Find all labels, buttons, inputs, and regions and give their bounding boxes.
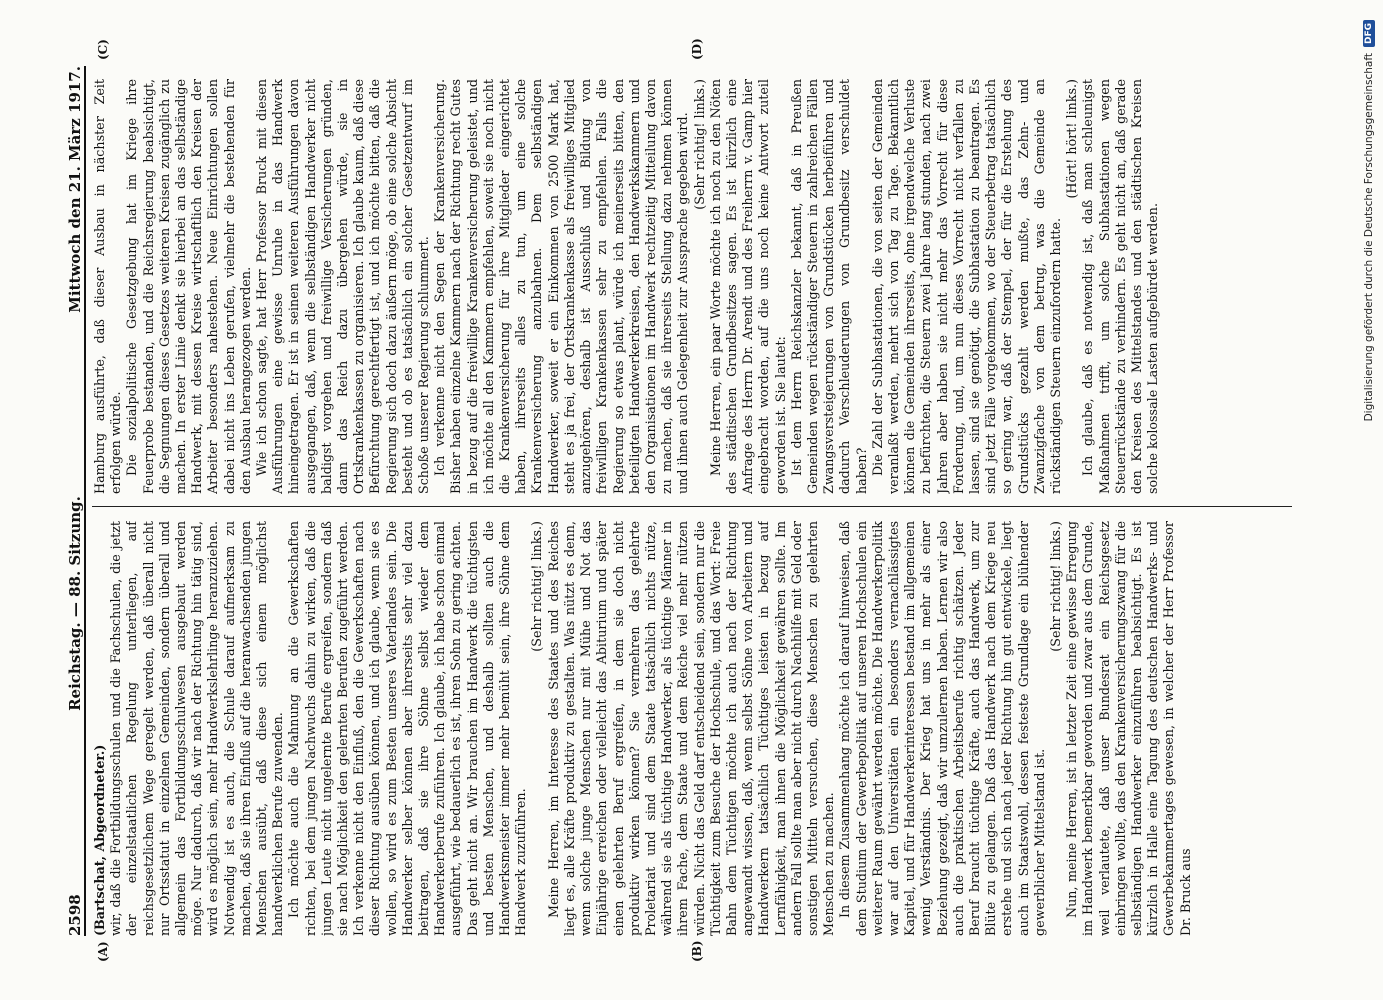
page-header (60, 66, 86, 936)
paragraph: Wie ich schon sagte, hat Herr Professor Bruck mit diesen Ausführungen eine gewisse Unruhe in das Handwerk hineingetragen. Er ist in seinen weiteren Ausführungen davon ausgegangen, daß, wenn die selbständigen Handwerker nicht baldigst vorgehen und freiwillige Versicherungen gründen, dann das Reich dazu übergehen würde, sie in Ortskrankenkassen zu organisieren. Ich glaube kaum, daß diese Befürchtung gerechtfertigt ist, und ich möchte bitten, daß die Regierung sich doch dazu äußern möge, ob eine solche Absicht besteht und ob es tatsächlich ein solcher Gesetzentwurf im Schoße unserer Regierung schlummert. (254, 79, 432, 494)
session-title: Reichstag. — 88. Sitzung. (66, 496, 84, 711)
page-number: 2598 (66, 894, 84, 936)
paragraph: Die sozialpolitische Gesetzgebung hat im Kriege ihre Feuerprobe bestanden, und die Reichsregierung beabsichtigt, die Segnungen dieses Gesetzes weiteren Kreisen zugänglich zu machen. In erster Linie denkt sie hierbei an das selbständige Handwerk, mit dessen Kreise wirtschaftlich den Kreisen der Arbeiter besonders nahestehen. Neue Einrichtungen sollen dabei nicht ins Leben gerufen, vielmehr die bestehenden für den Ausbau herangezogen werden. (124, 79, 253, 494)
margin-marker-a: (A) (96, 941, 110, 962)
paragraph: Meine Herren, im Interesse des Staates und des Reiches liegt es, alle Kräfte produktiv zu gestalten. Was nützt es denn, wenn solche junge Menschen nur mit Mühe und Not das Einjährige erreichen oder vielleicht das Abiturium und später einen gelehrten Beruf ergreifen, in dem sie doch nicht produktiv wirken können? Sie vermehren das gelehrte Proletariat und sind dem Staate tatsächlich nichts nütze, während sie als tüchtige Handwerker, als tüchtige Männer in ihrem Fache, dem Staate und dem Reiche viel mehr nützen würden. Nicht das Geld darf entscheidend sein, sondern nur die Tüchtigkeit zum Besuche der Hochschule, und das Wort: Freie Bahn dem Tüchtigen möchte ich auch nach der Richtung angewandt wissen, daß, wenn selbst Söhne von Arbeitern und Handwerkern tatsächlich Tüchtiges leisten in bezug auf Lernfähigkeit, man ihnen die Möglichkeit gewähren sollte. Im andern Fall sollte man aber nicht durch Nachhilfe mit Geld oder sonstigen Mitteln versuchen, diese Menschen zu gelehrten Menschen zu machen. (545, 521, 837, 936)
dfg-logo: DFG (1363, 20, 1375, 47)
paragraph: In diesem Zusammenhang möchte ich darauf hinweisen, daß dem Studium der Gewerbepolitik auf unseren Hochschulen ein weiterer Raum gewährt werden möchte. Die Handwerkerpolitik war auf den Universitäten ein besonders vernachlässigtes Kapitel, und für Handwerkerinteressen bestand im allgemeinen wenig Verständnis. Der Krieg hat uns in mehr als einer Beziehung gezeigt, daß wir umzulernen haben. Lernen wir also auch die praktischen Arbeitsberufe richtig schätzen. Jeder Beruf braucht tüchtige Kräfte, auch das Handwerk, um zur Blüte zu gelangen. Daß das Handwerk nach dem Kriege neu erstehe und sich nach jeder Richtung hin gut entwickele, liegt auch im Staatswohl, dessen festeste Grundlage ein blühender gewerblicher Mittelstand ist. (837, 521, 1047, 936)
column-divider (92, 506, 1292, 507)
paragraph: Nun, meine Herren, ist in letzter Zeit eine gewisse Erregung im Handwerk bemerkbar geworden und zwar aus dem Grunde, weil verlautete, daß unser Bundesrat ein Reichsgesetz einbringen wollte, das den Krankenversicherungszwang für die selbständigen Handwerker einzuführen beabsichtigt. Es ist kürzlich in Halle eine Tagung des deutschen Handwerks- und Gewerbekammertages gewesen, in welcher der Herr Professor Dr. Bruck aus (1064, 521, 1193, 936)
margin-marker-b: (B) (690, 940, 704, 962)
right-column (92, 79, 1292, 494)
margin-marker-c: (C) (96, 39, 110, 60)
paragraph: Ich glaube, daß es notwendig ist, daß man schleunigst Maßnahmen trifft, um solche Subhastationen wegen Steuerrückstände zu verhindern. Es geht nicht an, daß gerade den Kreisen des Mittelstandes und den städtischen Kreisen solche kolossale Lasten aufgebürdet werden. (1080, 79, 1161, 494)
approval-note: (Sehr richtig! links.) (691, 79, 707, 210)
paragraph: wir, daß die Fortbildungsschulen und die Fachschulen, die jetzt der einzelstaatlichen Regelung unterliegen, auf reichsgesetzlichem Wege geregelt werden, daß überall nicht nur Ortsstatut in einzelnen Gemeinden, sondern überall und allgemein das Fortbildungsschulwesen ausgebaut werden möge. Nur dadurch, daß wir nach der Richtung hin tätig sind, wird es möglich sein, mehr Handwerkslehrlinge heranzuziehen. Notwendig ist es auch, die Schule darauf aufmerksam zu machen, daß sie ihren Einfluß auf die heranwachsenden jungen Menschen ausübt, daß diese sich einem möglichst handwerklichen Berufe zuwenden. (108, 521, 286, 936)
speaker-label: (Bartschat, Abgeordneter.) (92, 744, 107, 936)
paragraph: Ich möchte auch die Mahnung an die Gewerkschaften richten, bei dem jungen Nachwuchs dahin zu wirken, daß die jungen Leute nicht ungelernte Berufe ergreifen, sondern daß sie nach Möglichkeit den gelernten Berufen zugeführt werden. Ich verkenne nicht den Einfluß, den die Gewerkschaften nach dieser Richtung ausüben können, und ich glaube, wenn sie es wollen, so wird es zum Besten unseres Vaterlandes sein. Die Handwerker selber können aber ihrerseits sehr viel dazu beitragen, daß sie ihre Söhne selbst wieder dem Handwerkerberufe zuführen. Ich glaube, ich habe schon einmal ausgeführt, wie bedauerlich es ist, ihren Sohn zu gering achten. Das geht nicht an. Wir brauchen im Handwerk die tüchtigsten und besten Menschen, und deshalb sollten auch die Handwerksmeister immer mehr bemüht sein, ihre Söhne dem Handwerk zuzuführen. (286, 521, 529, 936)
left-column (92, 521, 1292, 936)
paragraph: Die Zahl der Subhastationen, die von seiten der Gemeinden veranlaßt werden, mehrt sich von Tag zu Tage. Bekanntlich können die Gemeinden ihrerseits, ohne irgendwelche Verluste zu befürchten, die Steuern zwei Jahre lang stunden, nach zwei Jahren aber haben sie nicht mehr das Vorrecht für diese Forderung, und, um nun dieses Vorrecht nicht verfallen zu lassen, sind sie genötigt, die Subhastation zu beantragen. Es sind jetzt Fälle vorgekommen, wo der Steuerbetrag tatsächlich so gering war, daß der Stempel, der für die Erstehung des Grundstücks gezahlt werden mußte, das Zehn- und Zwanzigfache von dem betrug, was die Gemeinde an rückständigen Steuern einzufordern hatte. (869, 79, 1063, 494)
session-date: Mittwoch den 21. März 1917. (66, 66, 84, 313)
approval-note: (Sehr richtig! links.) (529, 521, 545, 652)
credit-text: Digitalisierung gefördert durch die Deutsche Forschungsgemeinschaft (1363, 53, 1375, 422)
approval-note: (Sehr richtig! links.) (1047, 521, 1063, 652)
paragraph: Ist dem Herrn Reichskanzler bekannt, daß in Preußen Gemeinden wegen rückständiger Steuern in zahlreichen Fällen Zwangsversteigerungen von Grundstücken herbeiführen und dadurch Verschleuderungen von Grundbesitz verschuldet haben? (788, 79, 869, 494)
margin-marker-d: (D) (690, 38, 704, 60)
paragraph: Ich verkenne nicht den Segen der Krankenversicherung. Bisher haben einzelne Kammern nach der Richtung recht Gutes in bezug auf die freiwillige Krankenversicherung geleistet, und ich möchte all den Kammern empfehlen, soweit sie noch nicht die Krankenversicherung für ihre Mitglieder eingerichtet haben, ihrerseits alles zu tun, um eine solche Krankenversicherung anzubahnen. Dem selbständigen Handwerker, soweit er ein Einkommen von 2500 Mark hat, steht es ja frei, der Ortskrankenkasse als freiwilliges Mitglied anzugehören, deshalb ist Ausschluß und Bildung von freiwilligen Krankenkassen sehr zu empfehlen. Falls die Regierung so etwas plant, würde ich meinerseits bitten, den beteiligten Handwerkerkreisen, den Handwerkskammern und den Organisationen im Handwerk rechtzeitig Mitteilung davon zu machen, daß sie ihrerseits Stellung dazu nehmen können und ihnen auch Gelegenheit zur Aussprache gegeben wird. (432, 79, 691, 494)
paragraph: Meine Herren, ein paar Worte möchte ich noch zu den Nöten des städtischen Grundbesitzes sagen. Es ist kürzlich eine Anfrage des Herrn Dr. Arendt und des Freiherrn v. Gamp hier eingebracht worden, auf die uns noch keine Antwort zuteil geworden ist. Sie lautet: (707, 79, 788, 494)
digitization-credit (1358, 20, 1380, 980)
approval-note: (Hört! hört! links.) (1064, 79, 1080, 199)
paragraph: Hamburg ausführte, daß dieser Ausbau in nächster Zeit erfolgen würde. (92, 79, 124, 494)
